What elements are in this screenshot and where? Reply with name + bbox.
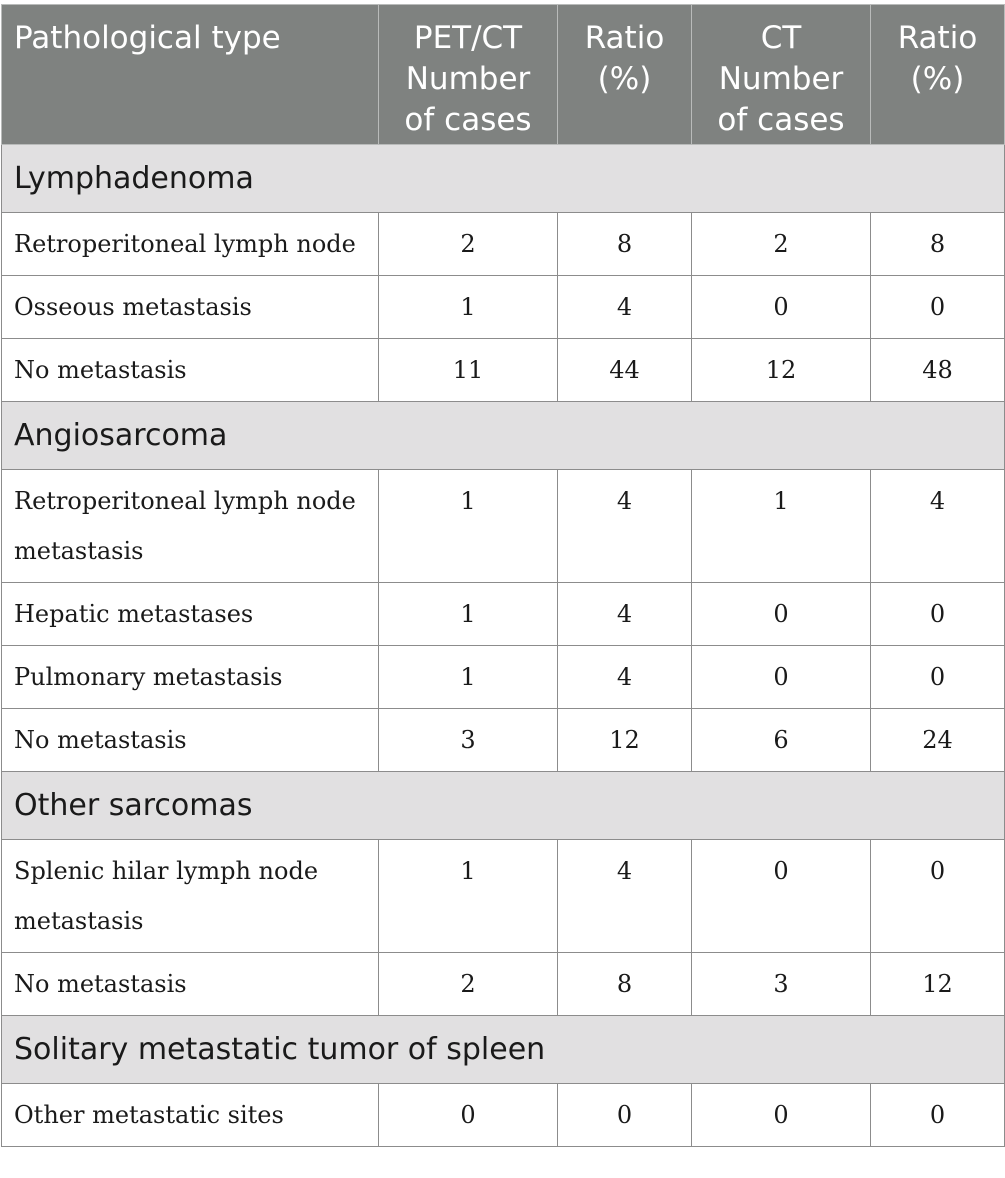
petct-ratio-cell: 12 (558, 709, 692, 772)
table-row (2, 583, 1005, 646)
ct-ratio-cell: 0 (871, 276, 1005, 339)
ct-cases-cell: 0 (692, 840, 871, 953)
ct-cases-cell: 0 (692, 583, 871, 646)
petct-cases-cell: 1 (379, 276, 558, 339)
table-row (2, 709, 1005, 772)
row-label: Pulmonary metastasis (2, 646, 379, 709)
petct-cases-cell: 1 (379, 470, 558, 583)
ct-cases-cell: 6 (692, 709, 871, 772)
petct-ratio-cell: 4 (558, 583, 692, 646)
group-row-other-sarcomas (2, 772, 1005, 840)
table-row (2, 470, 1005, 583)
header-row (2, 5, 1005, 145)
table-row (2, 840, 1005, 953)
ct-ratio-cell: 12 (871, 953, 1005, 1016)
ct-ratio-cell: 0 (871, 1084, 1005, 1147)
row-label: No metastasis (2, 709, 379, 772)
row-label: Retroperitoneal lymph node (2, 213, 379, 276)
table-row (2, 276, 1005, 339)
ct-cases-cell: 0 (692, 276, 871, 339)
petct-ratio-cell: 44 (558, 339, 692, 402)
table-row (2, 953, 1005, 1016)
row-label: No metastasis (2, 339, 379, 402)
ct-cases-cell: 0 (692, 646, 871, 709)
petct-cases-cell: 3 (379, 709, 558, 772)
header-ct-cases: CT Number of cases (692, 5, 871, 145)
ct-cases-cell: 3 (692, 953, 871, 1016)
ct-ratio-cell: 24 (871, 709, 1005, 772)
row-label: Retroperitoneal lymph node metastasis (2, 470, 379, 583)
group-label: Angiosarcoma (2, 402, 1005, 470)
ct-ratio-cell: 0 (871, 646, 1005, 709)
petct-ratio-cell: 4 (558, 276, 692, 339)
ct-ratio-cell: 48 (871, 339, 1005, 402)
petct-ratio-cell: 8 (558, 213, 692, 276)
ct-ratio-cell: 0 (871, 583, 1005, 646)
table-row (2, 1084, 1005, 1147)
metastasis-table (1, 4, 1005, 1147)
petct-cases-cell: 0 (379, 1084, 558, 1147)
row-label: Splenic hilar lymph node metastasis (2, 840, 379, 953)
group-row-solitary-metastatic-tumor (2, 1016, 1005, 1084)
row-label: Other metastatic sites (2, 1084, 379, 1147)
row-label: Hepatic metastases (2, 583, 379, 646)
petct-cases-cell: 1 (379, 840, 558, 953)
petct-cases-cell: 1 (379, 646, 558, 709)
ct-cases-cell: 2 (692, 213, 871, 276)
petct-cases-cell: 2 (379, 213, 558, 276)
header-ct-ratio: Ratio (%) (871, 5, 1005, 145)
ct-cases-cell: 12 (692, 339, 871, 402)
petct-cases-cell: 1 (379, 583, 558, 646)
ct-ratio-cell: 0 (871, 840, 1005, 953)
ct-cases-cell: 1 (692, 470, 871, 583)
row-label: No metastasis (2, 953, 379, 1016)
group-row-lymphadenoma (2, 145, 1005, 213)
group-label: Solitary metastatic tumor of spleen (2, 1016, 1005, 1084)
ct-ratio-cell: 8 (871, 213, 1005, 276)
petct-ratio-cell: 0 (558, 1084, 692, 1147)
row-label: Osseous metastasis (2, 276, 379, 339)
petct-ratio-cell: 4 (558, 646, 692, 709)
group-label: Lymphadenoma (2, 145, 1005, 213)
table-row (2, 213, 1005, 276)
petct-ratio-cell: 4 (558, 840, 692, 953)
ct-cases-cell: 0 (692, 1084, 871, 1147)
group-row-angiosarcoma (2, 402, 1005, 470)
petct-ratio-cell: 8 (558, 953, 692, 1016)
group-label: Other sarcomas (2, 772, 1005, 840)
petct-ratio-cell: 4 (558, 470, 692, 583)
header-petct-ratio: Ratio (%) (558, 5, 692, 145)
petct-cases-cell: 2 (379, 953, 558, 1016)
table-row (2, 339, 1005, 402)
table-row (2, 646, 1005, 709)
header-petct-cases: PET/CT Number of cases (379, 5, 558, 145)
petct-cases-cell: 11 (379, 339, 558, 402)
header-pathological-type: Pathological type (2, 5, 379, 145)
ct-ratio-cell: 4 (871, 470, 1005, 583)
